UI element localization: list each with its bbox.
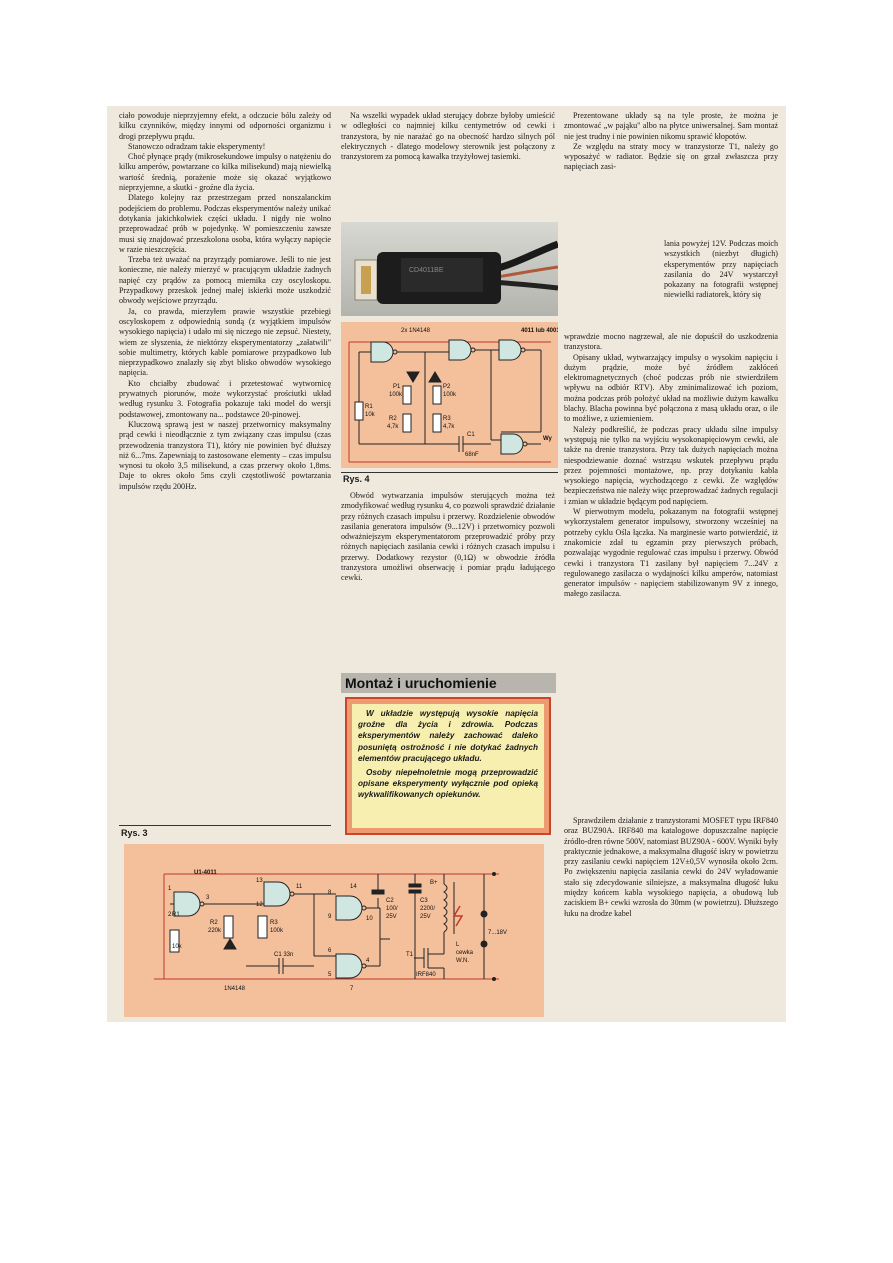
- column-3-top: [564, 111, 778, 173]
- fig3-pin: 11: [296, 884, 303, 890]
- figure-4-schematic: [341, 322, 558, 468]
- column-2-middle: [341, 491, 555, 584]
- fig3-c2v1: 100/: [386, 906, 398, 912]
- paragraph: Ja, co prawda, mierzyłem prawie wszystkie przebiegi oscyloskopem z odpowiednią sondą (z wyjątkiem impulsów wysokiego napięcia) i udało mi się niczego nie zepsuć. Niestety, wiem ze słyszenia, że niektórzy eksperymentatorzy „załatwili" sobie multimetry, których kable pomiarowe przypadkowo lub nieprzypadkowo znalazły się zbyt blisko obwodów wysokiego napięcia.: [119, 306, 331, 378]
- fig4-p2: P2: [443, 384, 451, 390]
- fig3-pin: 12: [256, 902, 263, 908]
- fig4-caption: Rys. 4: [343, 474, 370, 484]
- fig3-caption: Rys. 3: [121, 828, 148, 838]
- paragraph: Opisany układ, wytwarzający impulsy o wysokim napięciu i dużym prądzie, może być źródłem zakłóceń elektromagnetycznych (choć podczas prób nie stwierdziłem wpływu na odbiór RTV). Aby zminimalizować ich poziom, można podczas prób położyć układ na możliwie dużym kawałku blachy. Blacha powinna być połączona z masą układu oraz, o ile to możliwe, z uziemieniem.: [564, 352, 778, 424]
- paragraph: Na wszelki wypadek układ sterujący dobrze byłoby umieścić w odległości co najmniej kilku centymetrów od cewki i tranzystora, by nie narażać go na obecność hardzo silnych pól elektrycznych - dlatego modelowy sterownik jest połączony z tranzystorem za pomocą kawałka trzyżyłowej tasiemki.: [341, 111, 555, 162]
- warning-box: [345, 697, 551, 835]
- module-photo: [341, 222, 558, 316]
- column-1: [119, 111, 331, 492]
- fig4-r2: R2: [389, 416, 397, 422]
- column-3-narrow: [664, 239, 778, 301]
- fig4-r2v: 4,7k: [387, 424, 399, 430]
- fig4-r1: R1: [365, 404, 373, 410]
- chip-text: CD4011BE: [409, 267, 444, 274]
- fig4-p1: P1: [393, 384, 401, 390]
- paragraph: Choć płynące prądy (mikrosekundowe impulsy o natężeniu do kilku amperów, powtarzane co kilka milisekund) mają niewielką wartość średnią, porażenie może się okazać wyjątkowo nieprzyjemne, a skutki - groźne dla życia.: [119, 152, 331, 193]
- fig3-pin: 2: [168, 912, 172, 918]
- fig3-pin: 13: [256, 878, 263, 884]
- column-2-top: [341, 111, 555, 162]
- paragraph: Kto chciałby zbudować i przetestować wytwornicę prywatnych piorunów, może wykorzystać prościutki układ według rysunku 3. Fotografia pokazuje taki model do wersji podstawowej, zmontowany na... podstawce 20-pinowej.: [119, 378, 331, 419]
- fig3-diode: 1N4148: [224, 986, 246, 992]
- figure-3-schematic: [124, 844, 544, 1017]
- fig4-r1v: 10k: [365, 412, 375, 418]
- paragraph: Ze względu na straty mocy w tranzystorze T1, należy go wyposażyć w radiator. Będzie się on grzał zwłaszcza przy napięciach zasi-: [564, 141, 778, 172]
- section-heading: Montaż i uruchomienie: [341, 673, 556, 693]
- paragraph: W pierwotnym modelu, pokazanym na fotografii wstępnej wykorzystałem generator impulsowy, stworzony wcześniej na potrzeby cyklu Ośla łączka. Na marginesie warto potwierdzić, iż znakomicie zdał tu egzamin przy pierwszych próbach, pozwalając wygodnie regulować czas impulsu i przerwy. Obwód cewki i tranzystora T1 zasilany był napięciem 7...24V z regulowanego zasilacza o wydajności kilku amperów, natomiast generator impulsów - napięciem stabilizowanym 9V z innego, małego zasilacza.: [564, 507, 778, 599]
- fig3-lv2: W.N.: [456, 958, 469, 964]
- fig4-p2v: 100k: [443, 392, 457, 398]
- paragraph: Należy podkreślić, że podczas pracy układu silne impulsy występują nie tylko na wyjściu wysokonapięciowym cewki, ale także na drenie tranzystora. Przy tak dużych napięciach można niespodziewanie doznać wstrząsu wskutek przepływu prądu przez pojemności montażowe, np. przy dotykaniu kabla wysokiego napięcia, wychodzącego z cewki. Ze względów bezpieczeństwa nie należy więc przeprowadzać żadnych regulacji i zmian w układzie będącym pod napięciem.: [564, 424, 778, 506]
- fig3-c3v1: 2200/: [420, 906, 436, 912]
- divider: [341, 472, 558, 473]
- paragraph: Kluczową sprawą jest w naszej przetwornicy maksymalny prąd cewki i nieodłącznie z tym związany czas impulsu (czas przewodzenia tranzystora T1), który nie powinien być dłuższy niż 6...7ms. Zapewniają to zastosowane elementy – czas impulsu wynosi tu około 3,5 milisekund, a czas przerwy około 1,8ms. Daje to okres około 5ms czyli częstotliwość powtarzania impulsów rzędu 200Hz.: [119, 419, 331, 491]
- fig3-pin: 1: [168, 886, 172, 892]
- fig3-c2v2: 25V: [386, 914, 397, 920]
- fig4-out: Wy: [543, 436, 552, 442]
- fig3-pin: 5: [328, 972, 332, 978]
- fig3-c2: C2: [386, 898, 394, 904]
- fig4-r3: R3: [443, 416, 451, 422]
- column-3-bottom: [564, 816, 778, 919]
- fig3-lv1: cewka: [456, 950, 474, 956]
- fig3-pin: 8: [328, 890, 332, 896]
- warning-text: Osoby niepełnoletnie mogą przeprowadzić opisane eksperymenty wyłącznie pod opieką wykwalifikowanych opiekunów.: [358, 768, 538, 800]
- paragraph: Obwód wytwarzania impulsów sterujących można też zmodyfikować według rysunku 4, co pozwoli sprawdzić działanie przy różnych czasach impulsu i przerwy. Rozdzielenie obwodów zasilania generatora impulsów (9...12V) i przetwornicy pozwoli odważniejszym eksperymentatorom przeprowadzić próby przy różnych napięciach zasilania cewki i różnych czasach impulsu i przerwy. Dodatkowy rezystor (0,1Ω) w obwodzie źródła tranzystora umożliwi obserwację i pomiar prądu ładującego cewki.: [341, 491, 555, 583]
- fig3-r1v: 10k: [172, 944, 182, 950]
- paragraph: Prezentowane układy są na tyle proste, że można je zmontować „w pająku" albo na płytce uniwersalnej. Sam montaż nie jest trudny i nie powinien nikomu sprawić kłopotów.: [564, 111, 778, 141]
- fig3-r1: R1: [172, 912, 180, 918]
- paragraph: lania powyżej 12V. Podczas moich wszystkich (niezbyt długich) eksperymentów przy napięciach zasilania do 24V wystarczył pokazany na fotografii wstępnej niewielki radiatorek, który się: [664, 239, 778, 300]
- paragraph: wprawdzie mocno nagrzewał, ale nie dopuścił do uszkodzenia tranzystora.: [564, 332, 778, 352]
- fig3-pin: 9: [328, 914, 332, 920]
- fig3-c3: C3: [420, 898, 428, 904]
- paragraph: Sprawdziłem działanie z tranzystorami MOSFET typu IRF840 oraz BUZ90A. IRF840 ma katalogowe dopuszczalne napięcie źródło-dren równe 500V, natomiast BUZ90A - 600V. Wyniki były praktycznie jednakowe, a maksymalna długość iskry w powietrzu przy zasilaniu cewki napięciem 12V±0,5V wynosiła około 2cm. Po zwiększeniu napięcia zasilania cewki do 24V wyładowanie stało się zdecydowanie silniejsze, a maksymalna długość łuku między końcem kabla wysokiego napięcia, a obudową lub zaciskiem B+ cewki wzrosła do 30mm (w powietrzu). Dłuższego łuku na drodze kabel: [564, 816, 778, 918]
- fig4-r3v: 4,7k: [443, 424, 455, 430]
- fig3-supply: 7...18V: [488, 930, 508, 936]
- magazine-page: [107, 106, 786, 1022]
- fig4-p1v: 100k: [389, 392, 403, 398]
- fig4-diodes: 2x 1N4148: [401, 328, 431, 334]
- fig3-pin: 14: [350, 884, 357, 890]
- paragraph: Dlatego kolejny raz przestrzegam przed nonszalanckim podejściem do problemu. Podczas eksperymentów należy unikać dotykania jakichkolwiek części układu. I nigdy nie wolno przeprowadzać prób w pojedynkę. W pomieszczeniu zawsze musi się znajdować przeszkolona osoba, która wyłączy napięcie w razie nieszczęścia.: [119, 193, 331, 254]
- fig3-c1: C1 33n: [274, 952, 294, 958]
- fig3-r2v: 220k: [208, 928, 222, 934]
- fig3-bplus: B+: [430, 880, 438, 886]
- fig3-pin: 4: [366, 958, 370, 964]
- paragraph: ciało powoduje nieprzyjemny efekt, a odczucie bólu zależy od kilku czynników, między innymi od odporności organizmu i drogi przepływu prądu.: [119, 111, 331, 141]
- fig3-pin: 6: [328, 948, 332, 954]
- warning-text: W układzie występują wysokie napięcia groźne dla życia i zdrowia. Podczas eksperymentów należy zachować daleko posuniętą ostrożność i nie dotykać żadnych elementów pracującego układu.: [358, 709, 538, 763]
- fig3-pin: 3: [206, 895, 210, 901]
- fig3-c3v2: 25V: [420, 914, 431, 920]
- fig3-pin: 7: [350, 986, 354, 992]
- fig3-r3: R3: [270, 920, 278, 926]
- paragraph: Stanowczo odradzam takie eksperymenty!: [128, 141, 266, 151]
- fig3-r2: R2: [210, 920, 218, 926]
- fig3-chip: U1-4011: [194, 870, 217, 876]
- fig4-c1v: 68nF: [465, 452, 479, 458]
- fig3-t1: T1: [406, 952, 414, 958]
- fig4-c1: C1: [467, 432, 475, 438]
- fig3-t1v: IRF840: [416, 972, 436, 978]
- divider: [119, 825, 331, 826]
- fig4-title: 4011 lub 4001: [521, 328, 558, 334]
- paragraph: Trzeba też uważać na przyrządy pomiarowe. Jeśli to nie jest konieczne, nie należy mierzyć w pracującym układzie żadnych napięć czy prądów za pomocą miernika czy oscyloskopu. Przypadkowy przeskok jednej małej iskierki może uszkodzić obwody wejściowe przyrządu.: [119, 255, 331, 306]
- fig3-r3v: 100k: [270, 928, 284, 934]
- column-3-main: [564, 332, 778, 600]
- fig3-l: L: [456, 942, 460, 948]
- fig3-pin: 10: [366, 916, 373, 922]
